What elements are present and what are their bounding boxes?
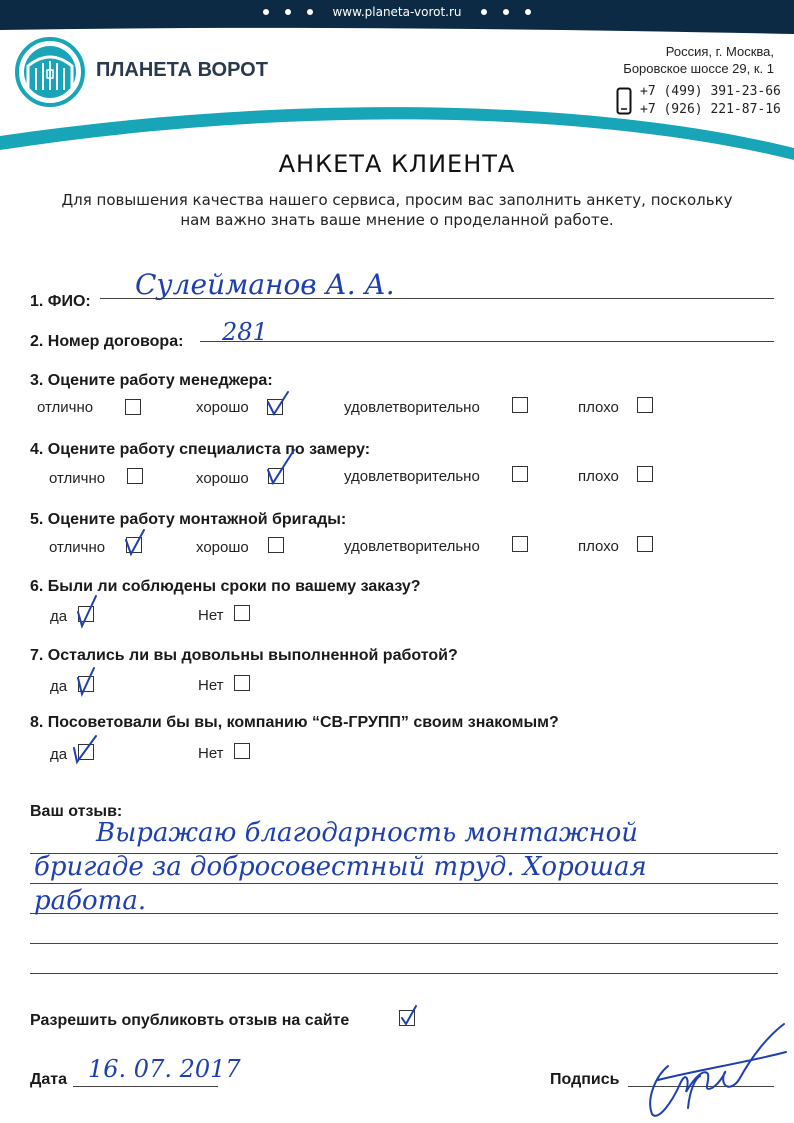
company-name: ПЛАНЕТА ВОРОТ (96, 59, 268, 81)
option-label: плохо (578, 468, 619, 485)
review-label: Ваш отзыв: (30, 803, 123, 820)
option-label: удовлетворительно (344, 468, 480, 485)
name-value[interactable]: Сулейманов А. А. (135, 268, 395, 301)
question-contract-label: 2. Номер договора: (30, 333, 184, 350)
review-line (30, 943, 778, 944)
date-value[interactable]: 16. 07. 2017 (88, 1055, 241, 1083)
checkbox-q5-satisfactory[interactable] (512, 536, 528, 552)
review-line (30, 883, 778, 884)
contract-line (200, 341, 774, 342)
checkbox-q6-no[interactable] (234, 605, 250, 621)
phone-number[interactable]: +7 (499) 391-23-66 (640, 84, 781, 99)
review-text-line[interactable]: бригаде за добросовестный труд. Хорошая (34, 852, 647, 882)
question-recommend-label: 8. Посоветовали бы вы, компанию “СВ-ГРУПП” своим знакомым? (30, 714, 559, 731)
option-label: плохо (578, 538, 619, 555)
checkmark-icon (74, 594, 102, 630)
checkmark-icon (74, 666, 100, 698)
page-subtitle (20, 190, 774, 230)
address-line: Боровское шоссе 29, к. 1 (623, 61, 774, 76)
checkbox-q4-satisfactory[interactable] (512, 466, 528, 482)
question-satisfied-label: 7. Остались ли вы довольны выполненной работой? (30, 647, 458, 664)
no-label: Нет (198, 607, 224, 624)
option-label: хорошо (196, 399, 249, 416)
checkbox-q7-no[interactable] (234, 675, 250, 691)
no-label: Нет (198, 745, 224, 762)
checkbox-q4-excellent[interactable] (127, 468, 143, 484)
option-label: отлично (49, 470, 106, 487)
address-line: Россия, г. Москва, (665, 44, 774, 59)
option-label: удовлетворительно (344, 399, 480, 416)
option-label: плохо (578, 399, 619, 416)
checkmark-icon (264, 390, 292, 420)
question-manager-label: 3. Оцените работу менеджера: (30, 372, 273, 389)
checkbox-q3-poor[interactable] (637, 397, 653, 413)
question-name-label: 1. ФИО: (30, 293, 91, 310)
subtitle-line: нам важно знать ваше мнение о проделанной работе. (180, 211, 614, 229)
review-line (30, 973, 778, 974)
option-label: отлично (37, 399, 94, 416)
yes-label: да (50, 746, 68, 763)
checkmark-icon (398, 1004, 420, 1028)
phones (640, 83, 781, 119)
publish-label: Разрешить опубликовть отзыв на сайте (30, 1012, 350, 1029)
phone-icon (616, 87, 632, 115)
page-title: АНКЕТА КЛИЕНТА (278, 150, 516, 178)
question-crew-label: 5. Оцените работу монтажной бригады: (30, 511, 347, 528)
website-link[interactable]: www.planeta-vorot.ru (332, 5, 462, 19)
phone-number[interactable]: +7 (926) 221-87-16 (640, 102, 781, 117)
yes-label: да (50, 608, 68, 625)
option-label: хорошо (196, 539, 249, 556)
checkmark-icon (122, 528, 150, 558)
option-label: хорошо (196, 470, 249, 487)
checkbox-q5-poor[interactable] (637, 536, 653, 552)
checkbox-q3-satisfactory[interactable] (512, 397, 528, 413)
checkbox-q4-poor[interactable] (637, 466, 653, 482)
signature-image[interactable] (628, 1018, 788, 1123)
date-line (73, 1086, 218, 1087)
checkbox-q5-good[interactable] (268, 537, 284, 553)
date-label: Дата (30, 1071, 68, 1088)
checkbox-q3-excellent[interactable] (125, 399, 141, 415)
checkmark-icon (264, 448, 298, 488)
address (623, 43, 774, 77)
option-label: удовлетворительно (344, 538, 480, 555)
review-text-line[interactable]: работа. (34, 886, 147, 916)
yes-label: да (50, 678, 68, 695)
signature-label: Подпись (550, 1071, 620, 1088)
subtitle-line: Для повышения качества нашего сервиса, просим вас заполнить анкету, поскольку (61, 191, 733, 209)
question-deadlines-label: 6. Были ли соблюдены сроки по вашему заказу? (30, 578, 421, 595)
option-label: отлично (49, 539, 106, 556)
gate-logo-icon (14, 36, 86, 108)
checkbox-q8-no[interactable] (234, 743, 250, 759)
review-text-line[interactable]: Выражаю благодарность монтажной (96, 818, 638, 848)
contract-value[interactable]: 281 (222, 318, 268, 346)
question-measurer-label: 4. Оцените работу специалиста по замеру: (30, 441, 371, 458)
checkmark-icon (70, 734, 102, 766)
no-label: Нет (198, 677, 224, 694)
